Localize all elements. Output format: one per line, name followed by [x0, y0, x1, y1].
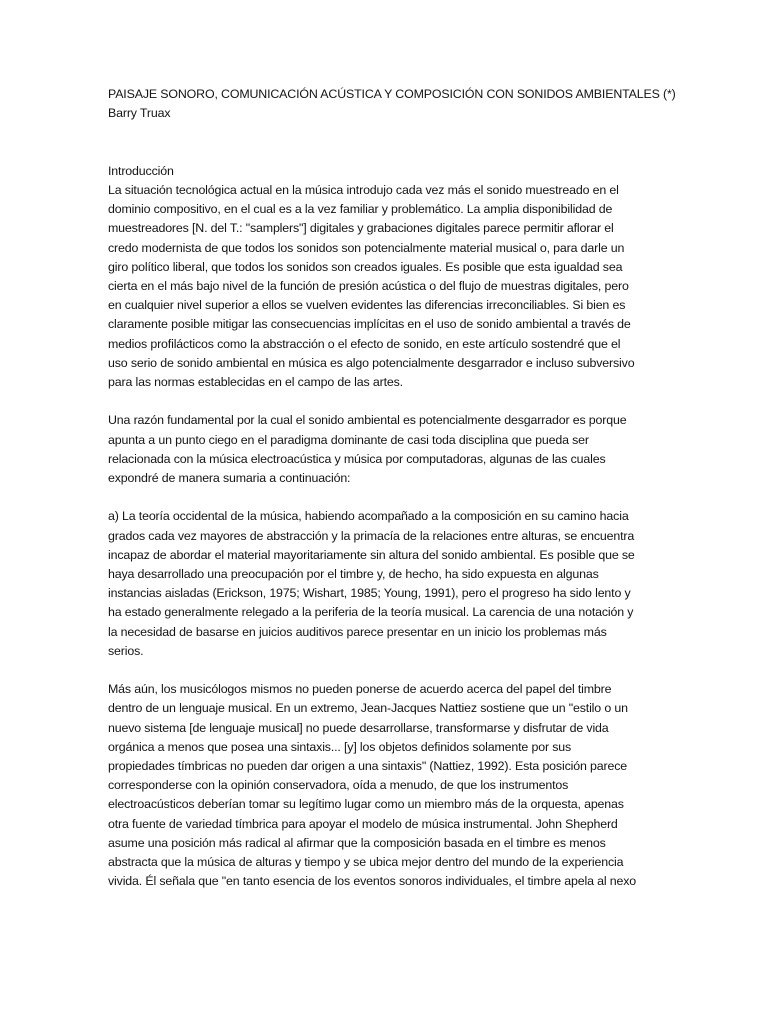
text-line: medios profilácticos como la abstracción o el efecto de sonido, en este artículo sostendré que el: [108, 336, 621, 351]
section-heading: Introducción: [108, 163, 174, 178]
paragraph: [108, 181, 660, 392]
text-line: a) La teoría occidental de la música, habiendo acompañado a la composición en su camino hacia: [108, 509, 629, 524]
text-line: La situación tecnológica actual en la música introdujo cada vez más el sonido muestreado en el: [108, 183, 619, 197]
text-line: electroacústicos deberían tomar su legítimo lugar como un miembro más de la orquesta, apenas: [108, 797, 624, 812]
text-line: orgánica a menos que posea una sintaxis... [y] los objetos definidos solamente por sus: [108, 739, 572, 754]
paragraph-gap: [108, 661, 660, 680]
text-line: la necesidad de basarse en juicios auditivos parece presentar en un inicio los problemas más: [108, 624, 607, 639]
text-line: otra fuente de variedad tímbrica para apoyar el modelo de música instrumental. John Shepherd: [108, 816, 618, 831]
paragraph-gap: [108, 488, 660, 507]
text-line: abstracta que la música de alturas y tiempo y se ubica mejor dentro del mundo de la experiencia: [108, 855, 624, 870]
text-line: claramente posible mitigar las consecuencias implícitas en el uso de sonido ambiental a través de: [108, 317, 631, 332]
paragraph-gap: [108, 392, 660, 411]
text-line: credo modernista de que todos los sonidos son potencialmente material musical o, para darle un: [108, 240, 625, 255]
document-title: PAISAJE SONORO, COMUNICACIÓN ACÚSTICA Y COMPOSICIÓN CON SONIDOS AMBIENTALES (*): [108, 87, 676, 101]
text-line: incapaz de abordar el material mayoritariamente sin altura del sonido ambiental. Es posible que se: [108, 547, 635, 562]
text-line: cierta en el más bajo nivel de la función de presión acústica o del flujo de muestras digitales, pero: [108, 279, 629, 294]
text-line: corresponderse con la opinión conservadora, oída a menudo, de que los instrumentos: [108, 778, 569, 793]
document-author: Barry Truax: [108, 106, 171, 121]
text-line: giro político liberal, que todos los sonidos son creados iguales. Es posible que esta igualdad sea: [108, 259, 623, 274]
text-line: grados cada vez mayores de abstracción y la primacía de la relaciones entre alturas, se encuentra: [108, 528, 635, 543]
paragraph: [108, 507, 660, 661]
text-line: instancias aisladas (Erickson, 1975; Wishart, 1985; Young, 1991), pero el progreso ha sido lento y: [108, 586, 631, 601]
paragraph: [108, 411, 660, 488]
text-line: apunta a un punto ciego en el paradigma dominante de casi toda disciplina que pueda ser: [108, 432, 589, 447]
text-line: muestreadores [N. del T.: "samplers"] digitales y grabaciones digitales parece permitir aflorar el: [108, 221, 614, 236]
text-line: expondré de manera sumaria a continuación:: [108, 471, 351, 486]
text-line: propiedades tímbricas no pueden dar origen a una sintaxis" (Nattiez, 1992). Esta posición parece: [108, 759, 627, 774]
text-line: para las normas establecidas en el campo de las artes.: [108, 375, 403, 390]
spacer: [108, 123, 660, 161]
text-line: serios.: [108, 643, 144, 658]
text-line: vivida. Él señala que "en tanto esencia de los eventos sonoros individuales, el timbre apela al nexo: [108, 874, 637, 889]
text-line: dentro de un lenguaje musical. En un extremo, Jean-Jacques Nattiez sostiene que un "estilo o un: [108, 701, 628, 716]
body-text: [108, 181, 660, 891]
text-line: uso serio de sonido ambiental en música es algo potencialmente desgarrador e incluso subversivo: [108, 355, 635, 370]
text-line: dominio compositivo, en el cual es a la vez familiar y problemático. La amplia disponibilidad de: [108, 202, 613, 217]
text-line: en cualquier nivel superior a ellos se vuelven evidentes las diferencias irreconciliables. Si bien es: [108, 298, 626, 313]
paragraph: [108, 680, 660, 891]
text-line: Más aún, los musicólogos mismos no pueden ponerse de acuerdo acerca del papel del timbre: [108, 682, 612, 697]
text-line: ha estado generalmente relegado a la periferia de la teoría musical. La carencia de una notación y: [108, 605, 634, 620]
text-line: Una razón fundamental por la cual el sonido ambiental es potencialmente desgarrador es porque: [108, 413, 627, 428]
text-line: haya desarrollado una preocupación por el timbre y, de hecho, ha sido expuesta en algunas: [108, 567, 599, 582]
document-page: [108, 85, 676, 891]
text-line: asume una posición más radical al afirmar que la composición basada en el timbre es menos: [108, 835, 606, 850]
text-line: relacionada con la música electroacústica y música por computadoras, algunas de las cuales: [108, 451, 606, 466]
text-line: nuevo sistema [de lenguaje musical] no puede desarrollarse, transformarse y disfrutar de vida: [108, 720, 609, 735]
